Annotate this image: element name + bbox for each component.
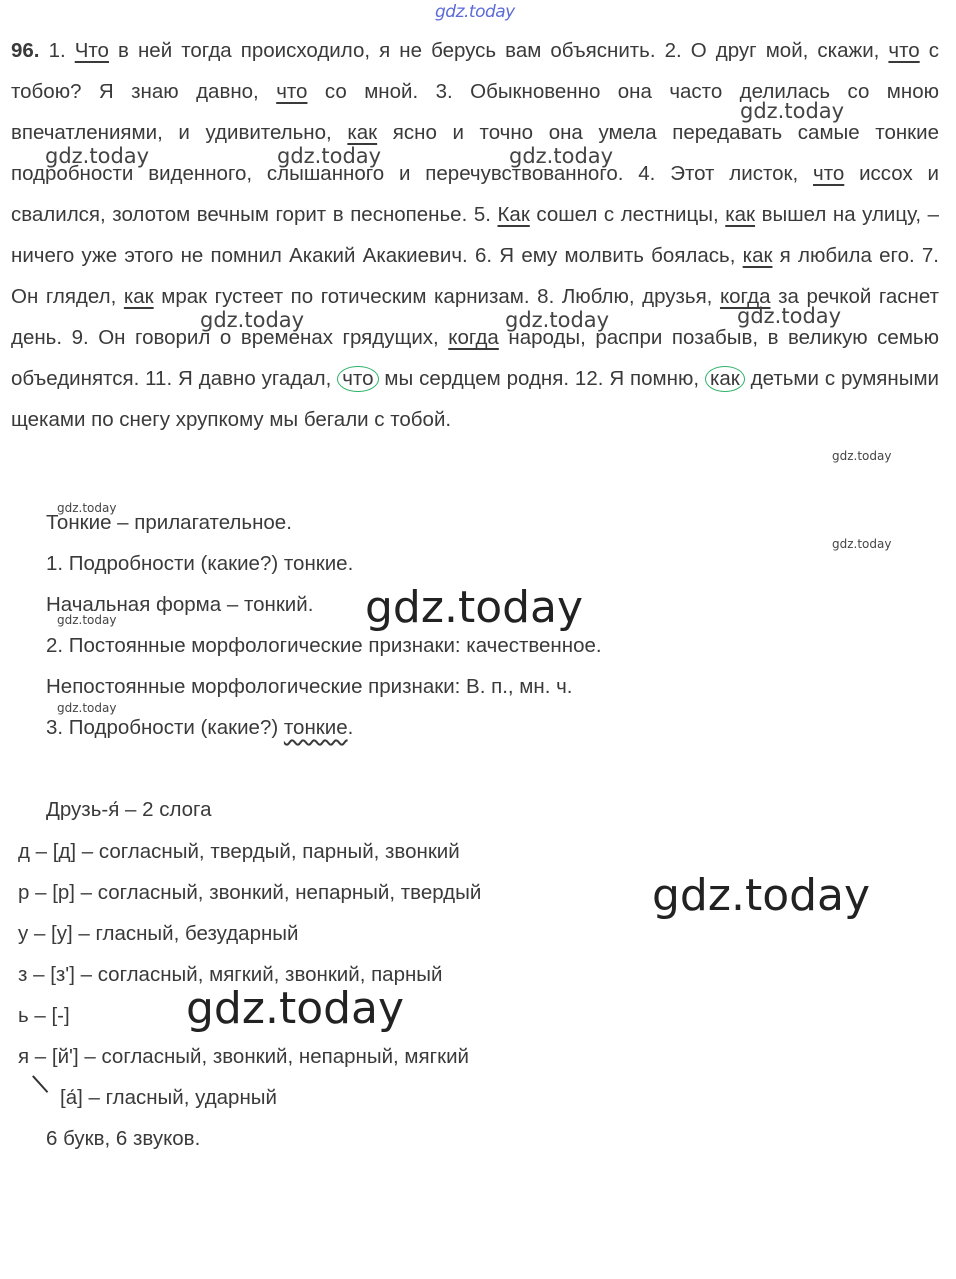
circled-word: как: [705, 366, 745, 392]
branch-mark: [32, 1075, 48, 1092]
watermark-top: gdz.today: [435, 2, 515, 22]
text-segment: мрак густеет по готическим карнизам. 8. Люблю, друзья,: [153, 285, 720, 308]
text-segment: со мной. 3. Обыкновенно она часто делилась со мною впечатлениями, и удивительно,: [11, 80, 939, 144]
morph-line: [46, 718, 353, 739]
circled-word: что: [337, 366, 378, 392]
conjunction: когда: [448, 326, 499, 349]
text-segment: 3. Подробности (какие?): [46, 716, 284, 739]
morph-line: 2. Постоянные морфологические признаки: качественное.: [46, 634, 602, 657]
text-segment: детьми с румяными щеками по снегу хрупкому мы бегали с тобой.: [11, 367, 940, 431]
phonetic-line: я – [й'] – согласный, звонкий, непарный, мягкий: [18, 1045, 469, 1068]
morph-line: 1. Подробности (какие?) тонкие.: [46, 552, 354, 575]
text-segment: мы сердцем родня. 12. Я помню,: [378, 367, 705, 390]
text-segment: иссох и свалился, золотом вечным горит в песнопенье. 5.: [11, 162, 939, 226]
morph-line: Начальная форма – тонкий.: [46, 593, 314, 616]
morph-line: Непостоянные морфологические признаки: В. п., мн. ч.: [46, 675, 573, 698]
watermark: gdz.today: [509, 144, 614, 168]
text-segment: сошел с лестницы,: [529, 203, 726, 226]
phonetic-line: д – [д] – согласный, твердый, парный, звонкий: [18, 840, 460, 863]
watermark: gdz.today: [57, 613, 117, 627]
text-segment: я любила его. 7. Он глядел,: [11, 244, 939, 308]
watermark: gdz.today: [200, 308, 305, 332]
watermark: gdz.today: [832, 449, 892, 463]
watermark-large: gdz.today: [652, 870, 871, 921]
text-segment: .: [347, 716, 354, 739]
text-segment: ясно и точно она умела передавать самые тонкие подробности виденного, слышанного и перечувствованного. 4. Этот листок,: [11, 121, 940, 185]
phonetic-title: Друзь-я́ – 2 слога: [46, 798, 212, 821]
conjunction: как: [347, 121, 378, 144]
exercise-text: [11, 30, 939, 440]
text-segment: в ней тогда происходило, я не берусь вам объяснить. 2. О друг мой, скажи,: [108, 39, 889, 62]
conjunction: как: [725, 203, 756, 226]
text-segment: вышел на улицу, – ничего уже этого не помнил Акакий Акакиевич. 6. Я ему молвить боялась,: [11, 203, 939, 267]
conjunction: когда: [719, 285, 771, 308]
morph-title: Тонкие – прилагательное.: [46, 511, 292, 534]
text-segment: за речкой гаснет день. 9. Он говорил о временах грядущих,: [11, 285, 939, 349]
watermark: gdz.today: [505, 308, 610, 332]
text-segment: народы, распри позабыв, в великую семью объединятся. 11. Я давно угадал,: [11, 326, 939, 390]
text-segment: с тобою? Я знаю давно,: [11, 39, 939, 103]
wavy-underlined-word: тонкие: [283, 716, 348, 739]
phonetic-line: [а́] – гласный, ударный: [60, 1086, 277, 1109]
conjunction: что: [888, 39, 920, 62]
phonetic-line: р – [р] – согласный, звонкий, непарный, твердый: [18, 881, 482, 904]
conjunction: как: [742, 244, 773, 267]
exercise-number: 96.: [11, 39, 40, 62]
watermark: gdz.today: [277, 144, 382, 168]
conjunction: как: [123, 285, 154, 308]
phonetic-line: з – [з'] – согласный, мягкий, звонкий, парный: [18, 963, 443, 986]
watermark: gdz.today: [832, 537, 892, 551]
conjunction: Что: [74, 39, 109, 62]
conjunction: что: [276, 80, 308, 103]
text-segment: 1.: [39, 39, 75, 62]
watermark: gdz.today: [740, 99, 845, 123]
watermark: gdz.today: [737, 304, 842, 328]
conjunction: что: [813, 162, 845, 185]
watermark: gdz.today: [45, 144, 150, 168]
phonetic-line: ь – [-]: [18, 1004, 70, 1027]
conjunction: Как: [497, 203, 530, 226]
phonetic-line: у – [у] – гласный, безударный: [18, 922, 299, 945]
phonetic-summary: 6 букв, 6 звуков.: [46, 1127, 201, 1150]
watermark-large: gdz.today: [365, 582, 584, 633]
watermark: gdz.today: [57, 501, 117, 515]
watermark: gdz.today: [57, 701, 117, 715]
watermark-large: gdz.today: [186, 983, 405, 1034]
